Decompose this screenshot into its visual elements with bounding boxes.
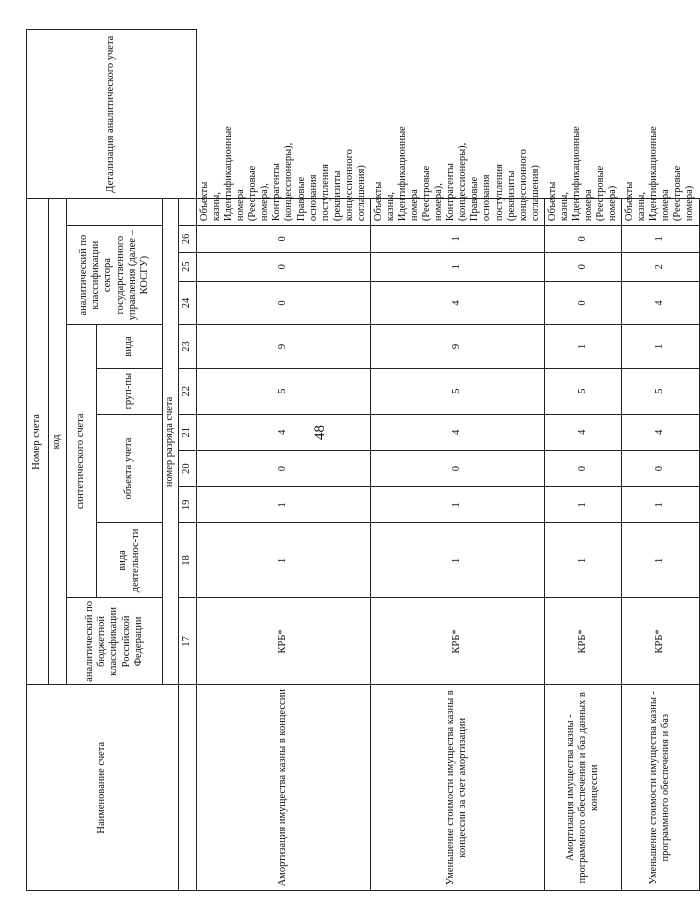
row-detail: Объекты казны, Идентификационные номера (Реестровые номера) — [544, 199, 621, 226]
cell-23: 1 — [622, 325, 699, 369]
cell-19: 1 — [197, 487, 371, 523]
cell-23: 9 — [370, 325, 544, 369]
page-number: 48 — [312, 425, 328, 440]
cell-18: 1 — [544, 523, 621, 598]
cell-24: 0 — [544, 281, 621, 325]
cell-26: 0 — [197, 226, 371, 253]
cell-25: 2 — [622, 252, 699, 281]
cell-21: 4 — [197, 414, 371, 450]
row-name: Амортизация имущества казны - программного обеспечения и баз данных в концессии — [544, 685, 621, 891]
cell-22: 5 — [622, 368, 699, 414]
header-code: код — [49, 199, 67, 685]
digit-21: 21 — [179, 414, 197, 450]
cell-20: 0 — [622, 450, 699, 486]
cell-24: 4 — [370, 281, 544, 325]
accounts-table — [26, 29, 700, 891]
cell-26: 1 — [370, 226, 544, 253]
cell-22: 5 — [544, 368, 621, 414]
cell-20: 0 — [370, 450, 544, 486]
cell-19: 1 — [544, 487, 621, 523]
cell-19: 1 — [370, 487, 544, 523]
digit-26: 26 — [179, 226, 197, 253]
header-groups: груп-пы — [97, 368, 163, 414]
digit-18: 18 — [179, 523, 197, 598]
rotated-table-container — [26, 29, 696, 891]
table-row — [622, 30, 699, 891]
cell-17: КРБ* — [197, 598, 371, 685]
cell-21: 4 — [544, 414, 621, 450]
row-detail: Объекты казны, Идентификационные номера (Реестровые номера), Контрагенты (концессионеры), Правовые основания поступления (реквизиты концессионного соглашения) — [197, 199, 371, 226]
row-detail: Объекты казны, Идентификационные номера (Реестровые номера) — [622, 199, 699, 226]
table-row — [370, 30, 544, 891]
cell-21: 4 — [622, 414, 699, 450]
digit-23: 23 — [179, 325, 197, 369]
header-activity-type: вида деятельнос-ти — [97, 523, 163, 598]
cell-24: 0 — [197, 281, 371, 325]
digit-19: 19 — [179, 487, 197, 523]
row-name: Амортизация имущества казны в концессии — [197, 685, 371, 891]
header-account-number: Номер счета — [27, 199, 49, 685]
row-detail: Объекты казны, Идентификационные номера (Реестровые номера), Контрагенты (концессионеры), Правовые основания поступления (реквизиты концессионного соглашения) — [370, 199, 544, 226]
digit-17: 17 — [179, 598, 197, 685]
digit-22: 22 — [179, 368, 197, 414]
cell-17: КРБ* — [622, 598, 699, 685]
cell-20: 0 — [197, 450, 371, 486]
digit-24: 24 — [179, 281, 197, 325]
header-detail: Детализация аналитического учета — [27, 30, 197, 199]
header-account-name: Наименование счета — [27, 685, 179, 891]
header-account-object: объекта учета — [97, 414, 163, 523]
header-digit-number: номер разряда счета — [163, 199, 179, 685]
cell-21: 4 — [370, 414, 544, 450]
cell-22: 5 — [197, 368, 371, 414]
cell-25: 1 — [370, 252, 544, 281]
cell-22: 5 — [370, 368, 544, 414]
cell-25: 0 — [197, 252, 371, 281]
cell-26: 0 — [544, 226, 621, 253]
header-synthetic: синтетического счета — [67, 325, 97, 598]
cell-19: 1 — [622, 487, 699, 523]
cell-18: 1 — [197, 523, 371, 598]
cell-23: 1 — [544, 325, 621, 369]
cell-24: 4 — [622, 281, 699, 325]
header-analytic-kosgu: аналитический по классификации сектора государственного управления (далее – КОСГУ) — [67, 226, 163, 325]
table-row — [544, 30, 621, 891]
cell-18: 1 — [370, 523, 544, 598]
cell-17: КРБ* — [544, 598, 621, 685]
digit-25: 25 — [179, 252, 197, 281]
cell-20: 0 — [544, 450, 621, 486]
digit-blank — [179, 685, 197, 891]
row-name: Уменьшение стоимости имущества казны - программного обеспечения и баз — [622, 685, 699, 891]
header-kind: вида — [97, 325, 163, 369]
table-row — [197, 30, 371, 891]
digit-20: 20 — [179, 450, 197, 486]
header-row-1 — [27, 30, 49, 891]
header-analytic-budget: аналитический по бюджетной классификации Российской Федерации — [67, 598, 163, 685]
cell-25: 0 — [544, 252, 621, 281]
cell-17: КРБ* — [370, 598, 544, 685]
cell-23: 9 — [197, 325, 371, 369]
cell-26: 1 — [622, 226, 699, 253]
cell-18: 1 — [622, 523, 699, 598]
row-name: Уменьшение стоимости имущества казны в концессии за счет амортизации — [370, 685, 544, 891]
